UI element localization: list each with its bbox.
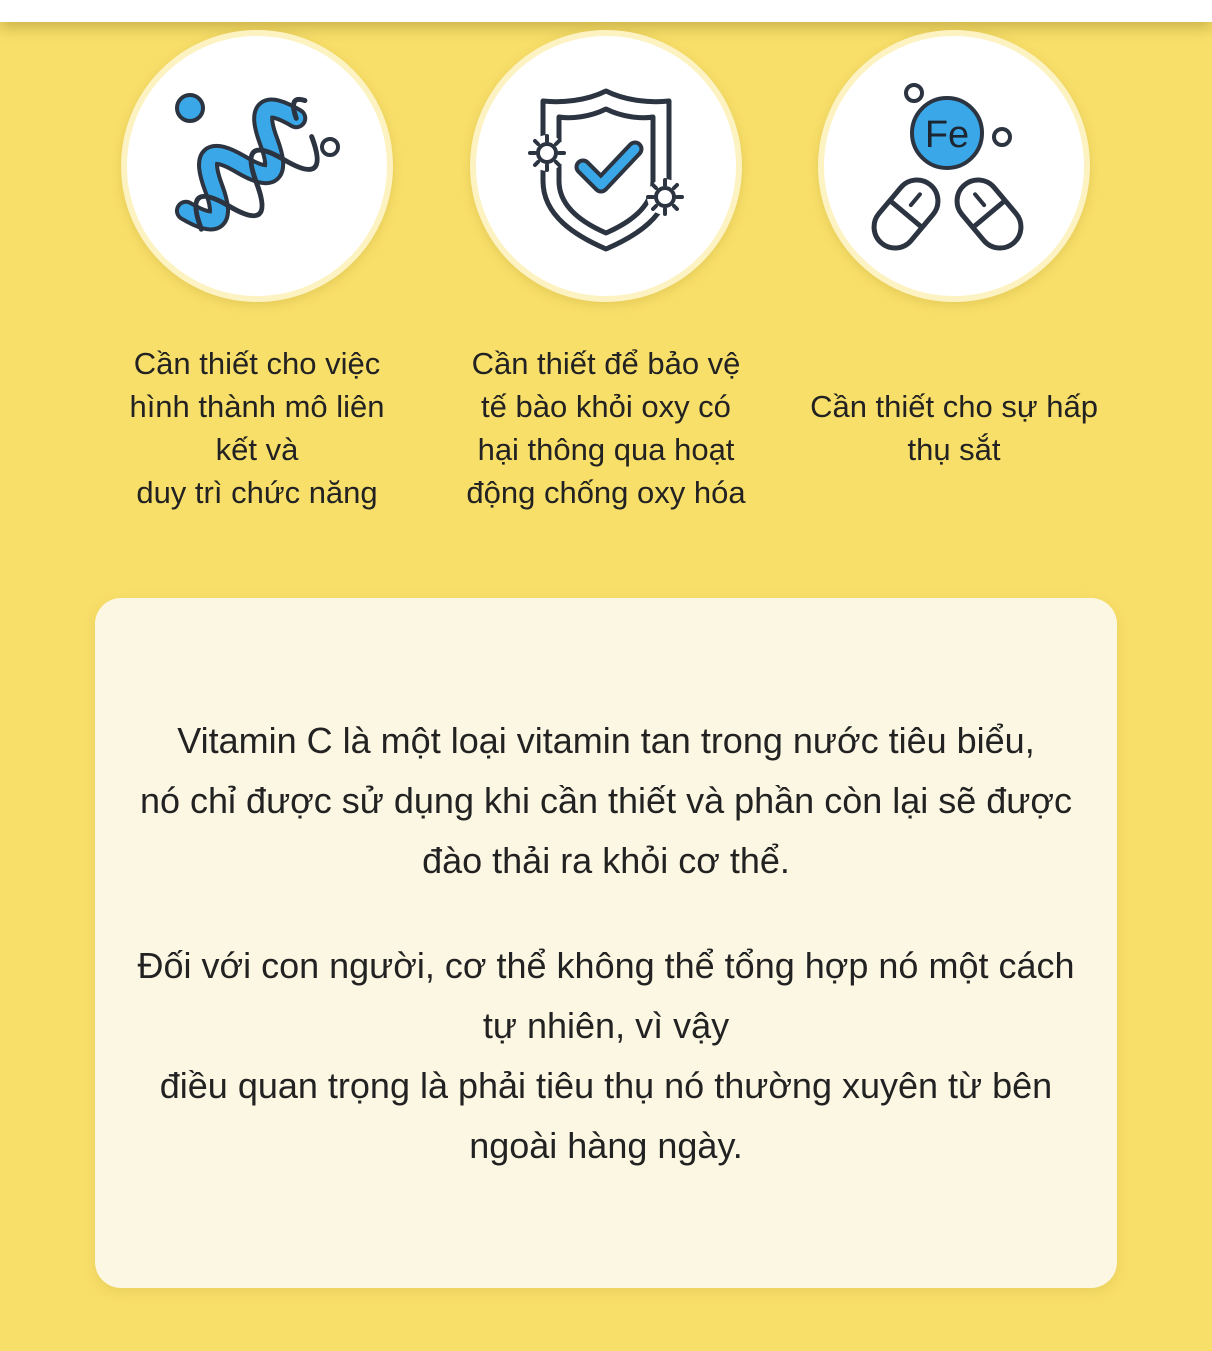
feature-connective-tissue [92,30,422,518]
info-line: nó chỉ được sử dụng khi cần thiết và phần còn lại sẽ được [139,779,1073,821]
feature-caption [789,338,1119,518]
shield-check-icon [511,71,701,261]
feature-icon-circle [818,30,1090,302]
caption-line: thụ sắt [907,432,1001,467]
fe-symbol: Fe [924,114,970,156]
iron-fe-pills-icon [859,71,1049,261]
feature-caption [92,338,422,518]
feature-icon-circle [470,30,742,302]
caption-line: động chống oxy hóa [466,475,746,510]
feature-row [0,0,1212,560]
feature-caption [441,338,771,518]
info-line: ngoài hàng ngày. [469,1124,743,1166]
caption-line: hình thành mô liên [129,389,385,424]
caption-line: hại thông qua hoạt [477,432,735,467]
caption-line: Cần thiết cho sự hấp [810,389,1098,424]
info-paragraph [140,711,1072,891]
info-line: điều quan trọng là phải tiêu thụ nó thường xuyên từ bên [159,1064,1053,1106]
caption-line: tế bào khỏi oxy có [481,389,731,424]
feature-icon-circle [121,30,393,302]
info-paragraph [137,936,1074,1176]
collagen-helix-icon [162,71,352,261]
vitamin-c-info-box [95,598,1117,1288]
info-line: Đối với con người, cơ thể không thể tổng hợp nó một cách [137,944,1075,986]
caption-line: kết và [215,432,299,467]
info-line: đào thải ra khỏi cơ thể. [422,839,790,881]
feature-antioxidant [441,30,771,518]
caption-line: Cần thiết để bảo vệ [471,346,741,381]
caption-line: Cần thiết cho việc [133,346,381,381]
feature-iron-absorption [789,30,1119,518]
caption-line: duy trì chức năng [136,475,378,510]
info-line: Vitamin C là một loại vitamin tan trong nước tiêu biểu, [177,719,1035,761]
info-line: tự nhiên, vì vậy [482,1004,730,1046]
